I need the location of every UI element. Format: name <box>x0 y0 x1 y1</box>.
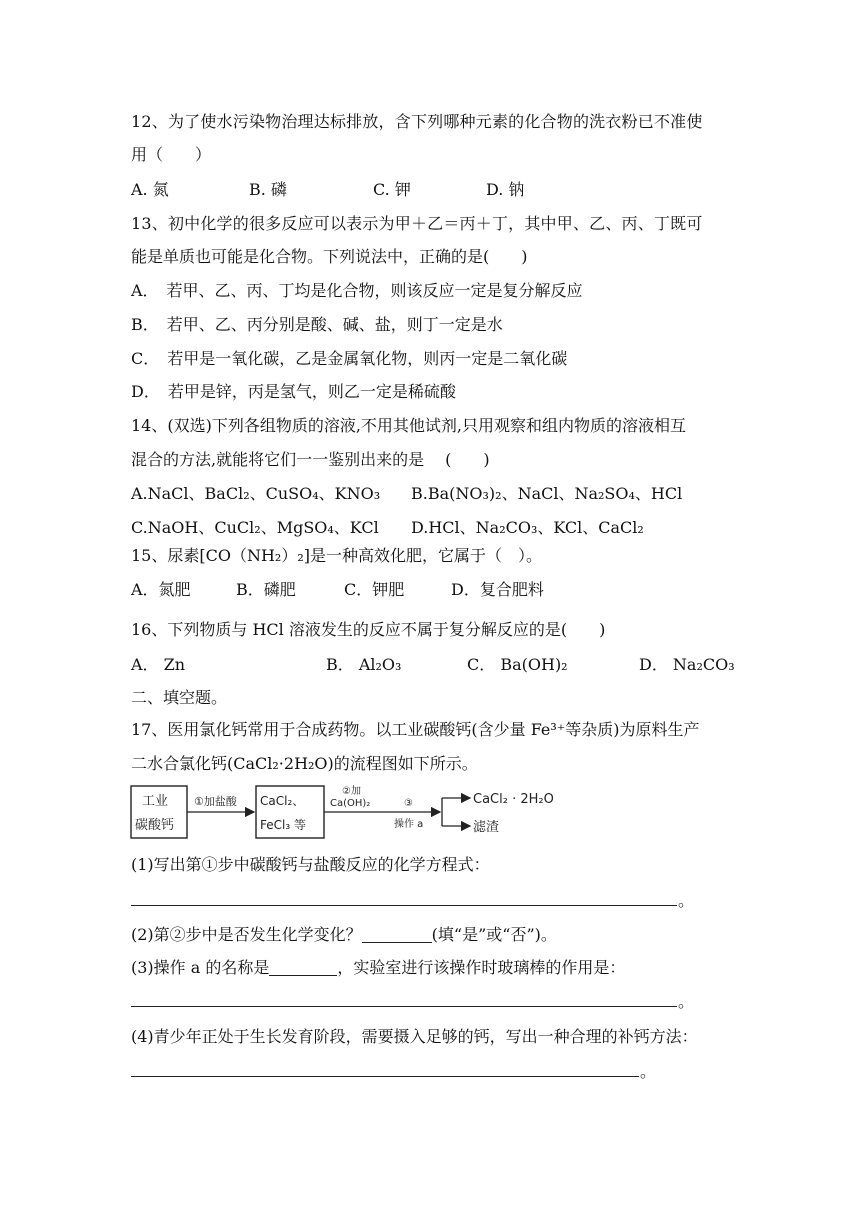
q16-option-b: B． Al₂O₃ <box>326 655 402 674</box>
q14-stem-line1: 14、(双选)下列各组物质的溶液,不用其他试剂,只用观察和组内物质的溶液相互 <box>131 416 687 435</box>
q17-sub3-answer-line[interactable] <box>131 1005 677 1007</box>
q15-option-a: A．氮肥 <box>131 580 191 599</box>
q17-sub3 <box>131 958 625 978</box>
q17-sub1-answer-line[interactable] <box>131 904 677 906</box>
q12-stem-line2: 用（ ） <box>131 145 212 164</box>
q17-sub4-answer-line[interactable] <box>131 1075 639 1077</box>
flow-arrow1-label: ①加盐酸 <box>194 795 237 808</box>
q16-stem: 16、下列物质与 HCl 溶液发生的反应不属于复分解反应的是( ) <box>131 620 606 639</box>
q17-stem-line2: 二水合氯化钙(CaCl₂·2H₂O)的流程图如下所示。 <box>131 754 478 773</box>
q12-option-b: B. 磷 <box>249 180 287 199</box>
q15-option-d: D．复合肥料 <box>451 580 544 599</box>
q13-stem-line2: 能是单质也可能是化合物。下列说法中，正确的是( ) <box>131 247 528 266</box>
q17-sub3-end: 。 <box>678 992 695 1011</box>
q16-option-d: D． Na₂CO₃ <box>639 655 735 674</box>
q17-sub2 <box>131 925 557 945</box>
q13-option-a: A． 若甲、乙、丙、丁均是化合物，则该反应一定是复分解反应 <box>131 281 583 300</box>
q17-sub3-text-a: (3)操作 a 的名称是 <box>131 958 270 977</box>
q14-option-c: C.NaOH、CuCl₂、MgSO₄、KCl <box>131 518 379 537</box>
flow-box1-line1: 工业 <box>142 794 169 809</box>
q17-sub4: (4)青少年正处于生长发育阶段，需要摄入足够的钙，写出一种合理的补钙方法： <box>131 1027 698 1046</box>
flow-arrow2-label-1: ②加 <box>342 786 361 797</box>
flow-arrow3-label-top: ③ <box>404 798 413 809</box>
q12-option-d: D. 钠 <box>486 180 525 199</box>
q17-sub2-answer-blank[interactable] <box>362 926 432 943</box>
q14-stem-line2: 混合的方法,就能将它们一一鉴别出来的是 ( ) <box>131 450 490 469</box>
q15-stem: 15、尿素[CO（NH₂）₂]是一种高效化肥，它属于（ ）。 <box>131 546 542 565</box>
q12-option-c: C. 钾 <box>373 180 411 199</box>
q17-sub1: (1)写出第①步中碳酸钙与盐酸反应的化学方程式： <box>131 855 490 874</box>
q12-option-a: A. 氮 <box>131 180 169 199</box>
q13-option-b: B． 若甲、乙、丙分别是酸、碱、盐，则丁一定是水 <box>131 315 503 334</box>
flow-product-2: 滤渣 <box>473 820 500 835</box>
q12-stem-line1: 12、为了使水污染物治理达标排放，含下列哪种元素的化合物的洗衣粉已不准使 <box>131 112 703 131</box>
q17-stem-line1: 17、医用氯化钙常用于合成药物。以工业碳酸钙(含少量 Fe³⁺等杂质)为原料生产 <box>131 720 700 739</box>
q17-sub4-end: 。 <box>640 1062 657 1081</box>
q16-option-c: C． Ba(OH)₂ <box>467 655 568 674</box>
q14-option-a: A.NaCl、BaCl₂、CuSO₄、KNO₃ <box>131 484 381 503</box>
flow-box2-line2: FeCl₃ 等 <box>260 818 306 832</box>
flow-product-1: CaCl₂ · 2H₂O <box>473 792 554 807</box>
q15-option-b: B．磷肥 <box>236 580 296 599</box>
flow-box1-line2: 碳酸钙 <box>135 818 175 833</box>
q14-option-b: B.Ba(NO₃)₂、NaCl、Na₂SO₄、HCl <box>411 484 683 503</box>
q13-option-c: C． 若甲是一氧化碳，乙是金属氧化物，则丙一定是二氧化碳 <box>131 349 568 368</box>
q17-sub3-text-b: ，实验室进行该操作时玻璃棒的作用是： <box>337 958 626 977</box>
q17-sub2-text-b: (填“是”或“否”)。 <box>431 925 557 944</box>
flow-arrow3-label-bottom: 操作 a <box>394 819 424 830</box>
q17-sub2-text-a: (2)第②步中是否发生化学变化？ <box>131 925 362 944</box>
q17-sub3-answer-blank[interactable] <box>269 959 337 976</box>
flow-box2-line1: CaCl₂、 <box>260 794 305 808</box>
q15-option-c: C．钾肥 <box>344 580 405 599</box>
q17-sub1-end: 。 <box>678 891 695 910</box>
flow-arrow2-label-2: Ca(OH)₂ <box>330 798 371 809</box>
section-title: 二、填空题。 <box>131 688 228 707</box>
q16-option-a: A． Zn <box>131 655 186 674</box>
flowchart-diagram <box>130 783 590 843</box>
q13-stem-line1: 13、初中化学的很多反应可以表示为甲＋乙＝丙＋丁，其中甲、乙、丙、丁既可 <box>131 214 703 233</box>
q14-option-d: D.HCl、Na₂CO₃、KCl、CaCl₂ <box>411 518 644 537</box>
q13-option-d: D． 若甲是锌，丙是氢气，则乙一定是稀硫酸 <box>131 382 456 401</box>
